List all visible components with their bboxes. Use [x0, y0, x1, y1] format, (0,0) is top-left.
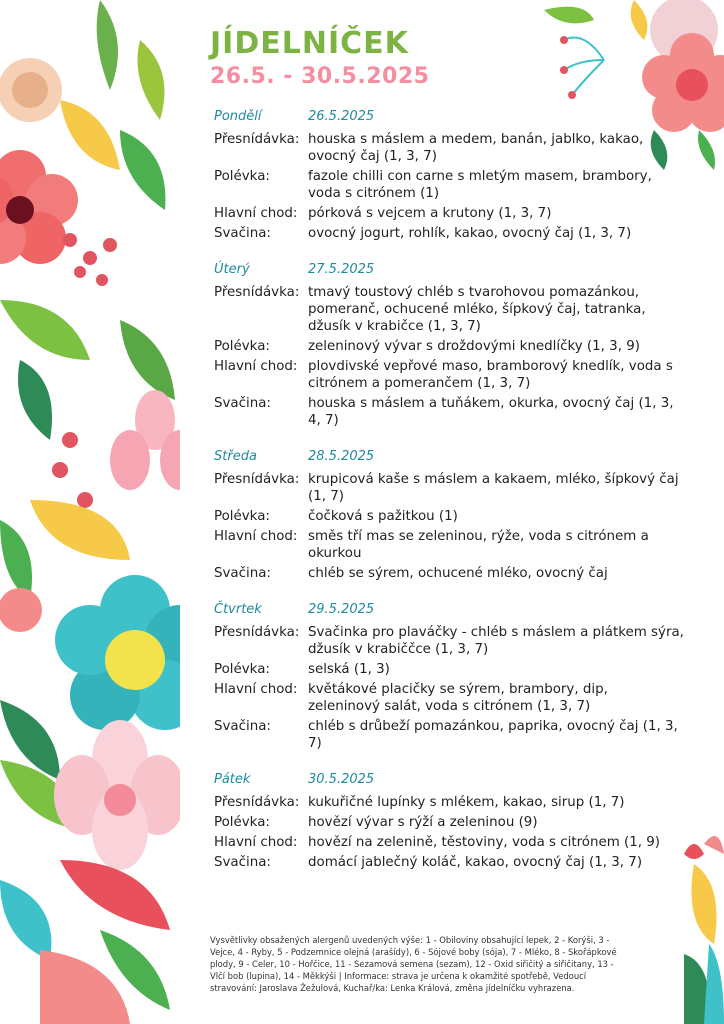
meal-row [214, 661, 684, 678]
meal-row [214, 508, 684, 525]
meal-row [214, 854, 684, 871]
meal-label: Přesnídávka: [214, 132, 300, 147]
meal-row [214, 794, 684, 811]
page-title: JÍDELNÍČEK [210, 26, 409, 61]
meal-text: domácí jablečný koláč, kakao, ovocný čaj (1, 3, 7) [308, 855, 643, 870]
day-section [214, 106, 684, 242]
day-section [214, 599, 684, 752]
meal-text: chléb s drůbeží pomazánkou, paprika, ovocný čaj (1, 3, 7) [308, 719, 678, 751]
allergen-footnote: Vysvětlivky obsažených alergenů uvedených výše: 1 - Obiloviny obsahující lepek, 2 - Korýši, 3 - Vejce, 4 - Ryby, 5 - Podzemnice olejná (arašídy), 6 - Sójové boby (sója), 7 - Mléko, 8 - Skořápkové plody, 9 - Celer, 10 - Hořčice, 11 - Sezamová semena (sezam), 12 - Oxid siřičitý a siřičitany, 13 - Vlčí bob (lupina), 14 - Měkkýši | Informace: strava je určena k okamžité spotřebě, Vedoucí stravování: Jaroslava Žežulová, Kuchař/ka: Lenka Králová, změna jídelníčku vyhrazena. [210, 935, 617, 993]
meal-text: ovocný jogurt, rohlík, kakao, ovocný čaj (1, 3, 7) [308, 226, 632, 241]
meal-label: Svačina: [214, 226, 271, 241]
meal-row [214, 681, 684, 715]
meal-label: Přesnídávka: [214, 285, 300, 300]
meal-row [214, 565, 684, 582]
meal-label: Hlavní chod: [214, 359, 298, 374]
meal-text: krupicová kaše s máslem a kakaem, mléko, šípkový čaj (1, 7) [308, 472, 679, 504]
meal-row [214, 358, 684, 392]
meal-label: Svačina: [214, 719, 271, 734]
menu-days [214, 106, 684, 888]
day-name: Pátek [214, 771, 251, 787]
meal-label: Hlavní chod: [214, 835, 298, 850]
day-name: Úterý [214, 261, 250, 277]
meal-text: plovdivské vepřové maso, bramborový knedlík, voda s citrónem a pomerančem (1, 3, 7) [308, 359, 673, 391]
meal-text: čočková s pažitkou (1) [308, 509, 458, 524]
meal-row [214, 284, 684, 335]
meal-row [214, 395, 684, 429]
meal-row [214, 471, 684, 505]
meal-label: Svačina: [214, 855, 271, 870]
day-section [214, 769, 684, 871]
meal-text: selská (1, 3) [308, 662, 390, 677]
day-date: 29.5.2025 [308, 601, 375, 617]
meal-text: chléb se sýrem, ochucené mléko, ovocný čaj [308, 566, 608, 581]
meal-text: Svačinka pro plaváčky - chléb s máslem a plátkem sýra, džusík v krabiččce (1, 3, 7) [308, 625, 684, 657]
meal-label: Hlavní chod: [214, 529, 298, 544]
meal-label: Polévka: [214, 339, 270, 354]
day-section [214, 446, 684, 582]
meal-row [214, 131, 684, 165]
meal-label: Hlavní chod: [214, 206, 298, 221]
meal-text: kukuřičné lupínky s mlékem, kakao, sirup (1, 7) [308, 795, 625, 810]
meal-text: květákové placičky se sýrem, brambory, dip, zeleninový salát, voda s citrónem (1, 3, 7) [308, 682, 608, 714]
day-date: 26.5.2025 [308, 108, 375, 124]
meal-text: směs tří mas se zeleninou, rýže, voda s citrónem a okurkou [308, 529, 649, 561]
meal-label: Svačina: [214, 396, 271, 411]
meal-label: Polévka: [214, 662, 270, 677]
day-date: 27.5.2025 [308, 261, 375, 277]
meal-label: Přesnídávka: [214, 625, 300, 640]
meal-row [214, 338, 684, 355]
meal-label: Polévka: [214, 815, 270, 830]
meal-text: pórková s vejcem a krutony (1, 3, 7) [308, 206, 552, 221]
meal-text: houska s máslem a medem, banán, jablko, kakao, ovocný čaj (1, 3, 7) [308, 132, 644, 164]
meal-row [214, 834, 684, 851]
meal-text: hovězí vývar s rýží a zeleninou (9) [308, 815, 538, 830]
meal-text: hovězí na zelenině, těstoviny, voda s citrónem (1, 9) [308, 835, 661, 850]
floral-border-left [0, 0, 180, 1024]
meal-row [214, 225, 684, 242]
meal-label: Svačina: [214, 566, 271, 581]
meal-row [214, 528, 684, 562]
meal-row [214, 718, 684, 752]
meal-text: tmavý toustový chléb s tvarohovou pomazánkou, pomeranč, ochucené mléko, šípkový čaj, tatranka, džusík v krabičce (1, 3, 7) [308, 285, 646, 334]
meal-row [214, 168, 684, 202]
day-date: 30.5.2025 [308, 771, 375, 787]
day-name: Středa [214, 448, 257, 464]
meal-row [214, 814, 684, 831]
meal-row [214, 624, 684, 658]
day-date: 28.5.2025 [308, 448, 375, 464]
day-name: Pondělí [214, 108, 262, 124]
meal-label: Hlavní chod: [214, 682, 298, 697]
meal-text: fazole chilli con carne s mletým masem, brambory, voda s citrónem (1) [308, 169, 652, 201]
meal-text: zeleninový vývar s droždovými knedlíčky (1, 3, 9) [308, 339, 640, 354]
day-name: Čtvrtek [214, 601, 262, 617]
meal-label: Polévka: [214, 169, 270, 184]
meal-text: houska s máslem a tuňákem, okurka, ovocný čaj (1, 3, 4, 7) [308, 396, 674, 428]
meal-label: Přesnídávka: [214, 795, 300, 810]
meal-label: Polévka: [214, 509, 270, 524]
date-range: 26.5. - 30.5.2025 [210, 64, 430, 89]
day-section [214, 259, 684, 429]
meal-row [214, 205, 684, 222]
meal-label: Přesnídávka: [214, 472, 300, 487]
